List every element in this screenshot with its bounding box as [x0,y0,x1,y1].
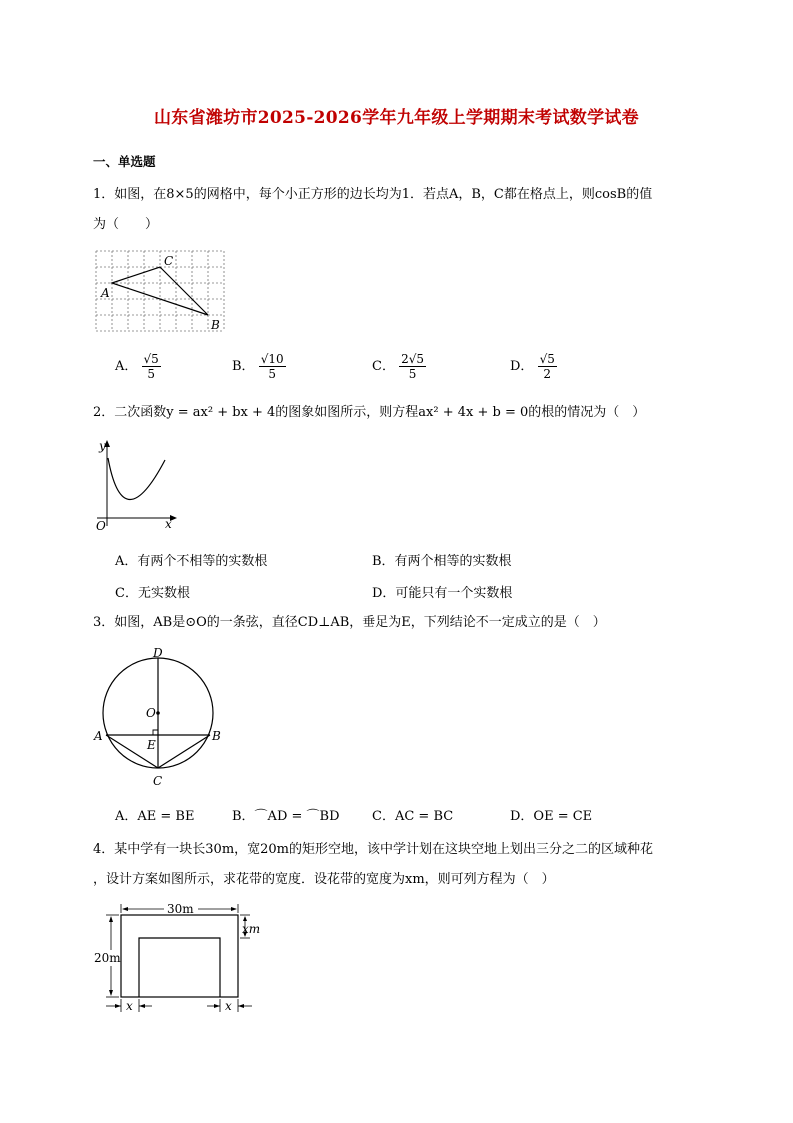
q1-option-c[interactable] [372,352,426,381]
label-x-left: x [126,999,133,1013]
option-fraction: $\frac{√5}{2}$ [539,352,555,381]
label-xm: xm [242,922,261,936]
question-1-grid-figure [93,248,233,336]
label-y: y [99,439,106,453]
q2-option-a[interactable]: A．有两个不相等的实数根 [115,554,268,569]
label-20m: 20m [94,951,121,965]
question-3-text: 3．如图，AB是⊙O的一条弦，直径CD⊥AB，垂足为E，下列结论不一定成立的是（ ） [93,615,606,630]
q3-option-d[interactable]: D．OE = CE [510,809,593,824]
label-b: B [211,318,220,332]
label-c: C [153,774,163,788]
option-letter: B． [232,359,255,374]
q1-option-a[interactable] [115,352,161,381]
label-origin: O [96,519,106,532]
label-d: D [153,646,163,660]
question-2-parabola-figure [93,436,183,532]
question-4-garden-figure [92,900,267,1016]
label-e: E [147,738,156,752]
center-point [156,711,160,715]
section-heading: 一、单选题 [93,154,156,169]
label-a: A [101,286,110,300]
q1-option-b[interactable] [232,352,286,381]
flower-area [139,938,220,997]
page-title: 山东省潍坊市2025-2026学年九年级上学期期末考试数学试卷 [154,108,639,128]
label-x-right: x [225,999,232,1013]
q2-option-d[interactable]: D．可能只有一个实数根 [372,586,513,601]
question-2-text: 2．二次函数y = ax² + bx + 4的图象如图所示，则方程ax² + 4x + b = 0的根的情况为（ ） [93,405,646,420]
option-fraction: $\frac{√5}{5}$ [143,352,159,381]
q3-option-c[interactable]: C．AC = BC [372,809,454,824]
label-c: C [164,254,174,268]
label-b: B [212,729,221,743]
option-letter: D． [510,359,534,374]
right-angle-mark [153,730,158,735]
label-30m: 30m [167,902,194,916]
option-fraction: $\frac{2√5}{5}$ [401,352,425,381]
q2-option-b[interactable]: B．有两个相等的实数根 [372,554,512,569]
segment-bc [158,735,210,768]
q1-option-d[interactable] [510,352,557,381]
parabola-curve [108,458,165,500]
option-letter: C． [372,359,395,374]
question-4-text: 4．某中学有一块长30m，宽20m的矩形空地，该中学计划在这块空地上划出三分之二的区域种花 [93,842,654,857]
label-x: x [165,517,172,531]
question-4-text-cont: ，设计方案如图所示，求花带的宽度．设花带的宽度为xm，则可列方程为（ ） [93,872,555,887]
question-3-circle-figure [92,645,228,791]
label-a: A [94,729,103,743]
grid-lines [96,251,224,331]
label-o: O [146,706,156,720]
question-1-text-cont: 为（ ） [93,217,159,232]
q3-option-a[interactable]: A．AE = BE [115,809,195,824]
option-letter: A． [115,359,138,374]
q3-option-b[interactable]: B．⌒AD = ⌒BD [232,809,340,824]
option-fraction: $\frac{√10}{5}$ [260,352,284,381]
question-1-text: 1．如图，在8×5的网格中，每个小正方形的边长均为1．若点A，B，C都在格点上，则cosB的值 [93,187,653,202]
q2-option-c[interactable]: C．无实数根 [115,586,190,601]
